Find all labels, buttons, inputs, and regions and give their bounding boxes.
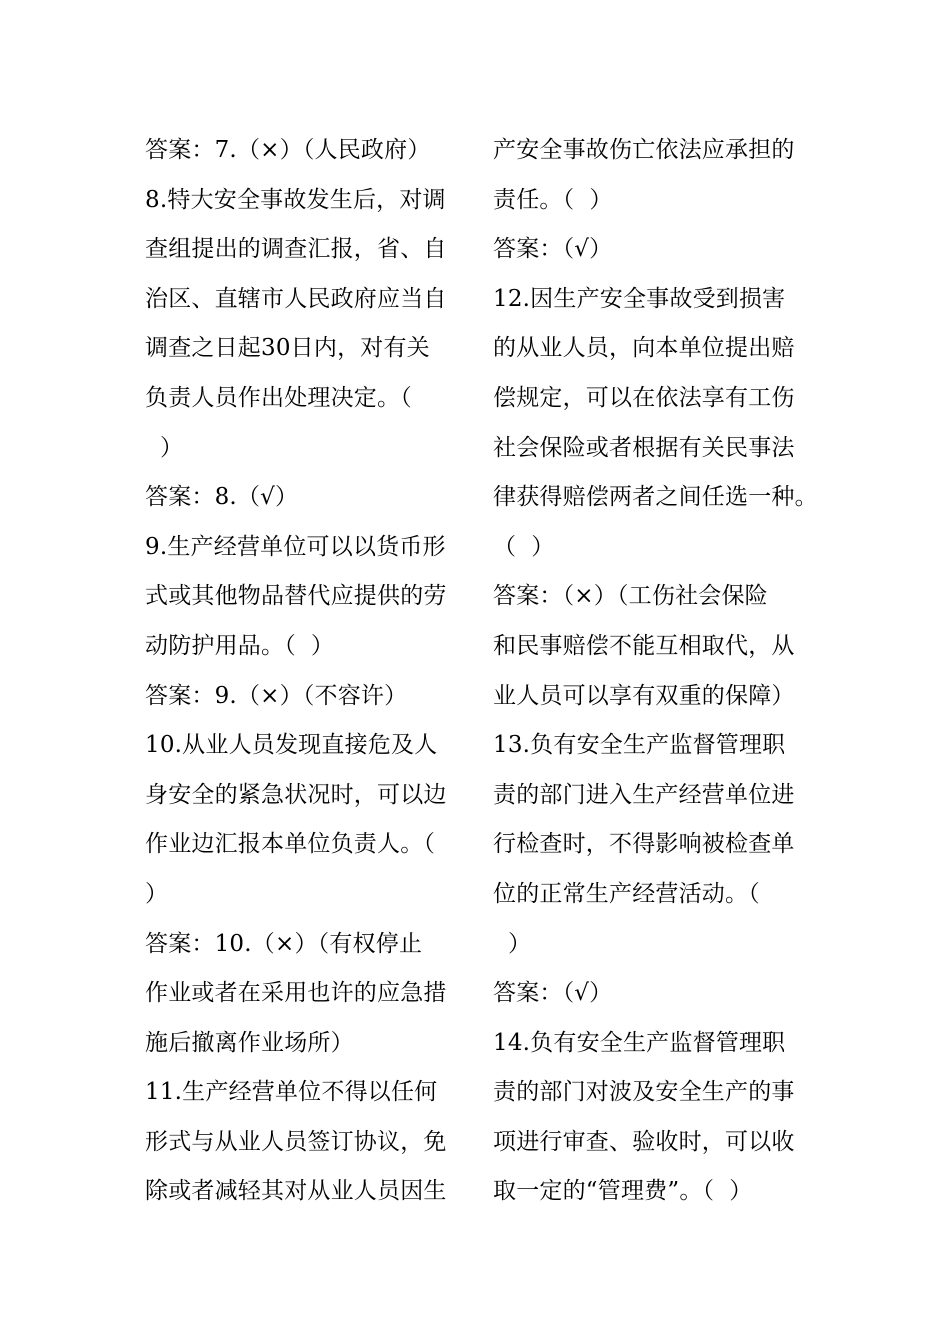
text-line: 答案：（×）（工伤社会保险 [493,583,768,610]
text-line: 10.从业人员发现直接危及人 [145,732,438,759]
text-line: 14.负有安全生产监督管理职 [493,1029,786,1056]
text-line: 9.生产经营单位可以以货币形 [145,533,446,560]
right-text-column [493,126,828,1217]
text-line: ） [145,880,169,907]
text-line: 13.负有安全生产监督管理职 [493,732,786,759]
text-line: 答案：8.（√） [145,484,299,511]
text-line: 行检查时，不得影响被检查单 [493,831,795,858]
text-line: 除或者减轻其对从业人员因生 [145,1178,447,1205]
text-line: 答案：10.（×）（有权停止 [145,930,423,957]
text-line: 作业或者在采用也许的应急措 [145,980,447,1007]
text-line: 的从业人员，向本单位提出赔 [493,335,795,362]
text-line: 责的部门对波及安全生产的事 [493,1079,795,1106]
text-line: 查组提出的调查汇报，省、自 [145,236,447,263]
text-line: 动防护用品。（ ） [145,632,335,659]
text-line: 答案：9.（×）（不容许） [145,682,408,709]
text-line: 式或其他物品替代应提供的劳 [145,583,447,610]
text-line: 偿规定，可以在依法享有工伤 [493,384,795,411]
text-line: 治区、直辖市人民政府应当自 [145,285,447,312]
text-line: 答案：（√） [493,980,613,1007]
text-line: 作业边汇报本单位负责人。（ [145,831,436,858]
left-text-column [145,126,470,1217]
text-line: 取一定的“管理费”。（ ） [493,1178,753,1205]
text-line: 答案：（√） [493,236,613,263]
text-line: 项进行审查、验收时，可以收 [493,1128,795,1155]
text-line: ） [493,930,532,957]
text-line: 调查之日起30日内，对有关 [145,335,430,362]
text-line: （ ） [493,533,555,560]
text-line: 负责人员作出处理决定。（ [145,384,412,411]
text-line: ） [145,434,184,461]
text-line: 8.特大安全事故发生后，对调 [145,186,446,213]
text-line: 责的部门进入生产经营单位进 [493,781,795,808]
text-line: 12.因生产安全事故受到损害 [493,285,786,312]
text-line: 社会保险或者根据有关民事法 [493,434,795,461]
text-line: 身安全的紧急状况时，可以边 [145,781,447,808]
text-line: 形式与从业人员签订协议，免 [145,1128,447,1155]
text-line: 律获得赔偿两者之间任选一种。 [493,484,818,511]
text-line: 位的正常生产经营活动。（ [493,880,760,907]
text-line: 答案：7.（×）（人民政府） [145,137,431,163]
text-line: 产安全事故伤亡依法应承担的 [493,137,795,163]
text-line: 11.生产经营单位不得以任何 [145,1079,438,1106]
text-line: 责任。（ ） [493,186,613,213]
text-line: 施后撤离作业场所） [145,1029,354,1056]
text-line: 业人员可以享有双重的保障） [493,682,795,709]
text-line: 和民事赔偿不能互相取代，从 [493,632,795,659]
